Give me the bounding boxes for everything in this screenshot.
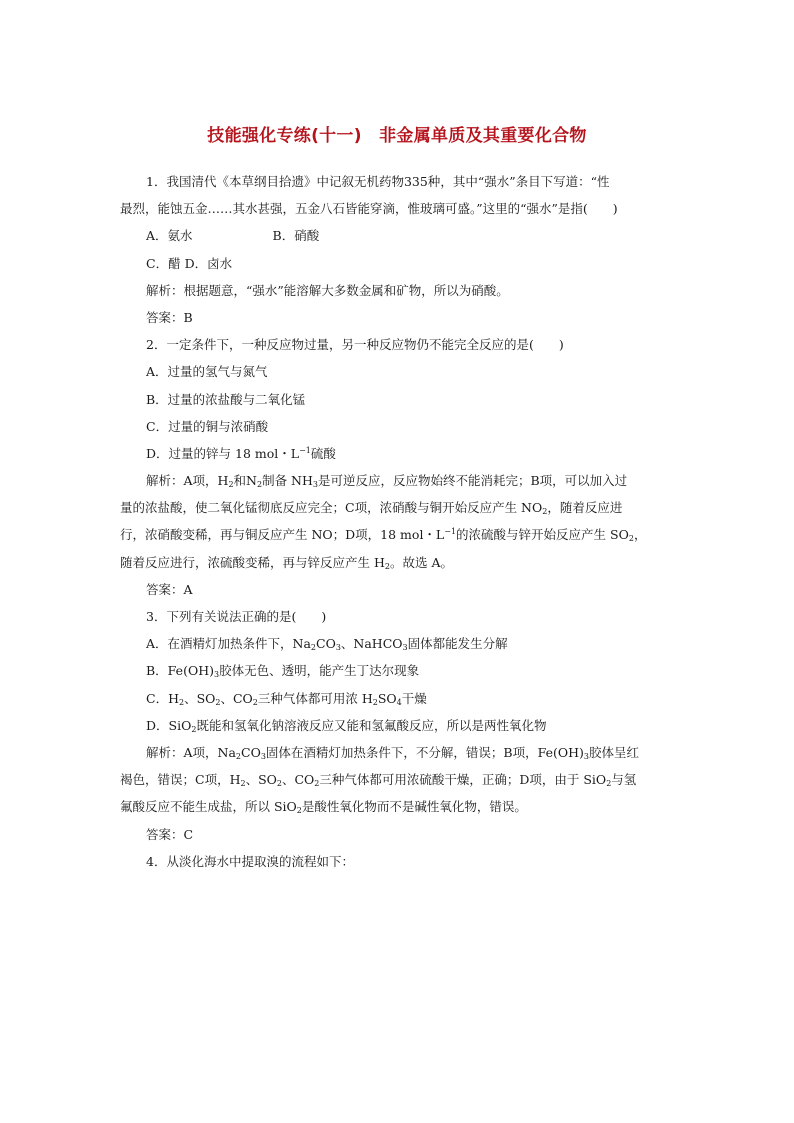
q2-option-d: D．过量的锌与 18 mol・$L^{-1}$硫酸 bbox=[146, 445, 336, 461]
q3-stem: 3．下列有关说法正确的是( ) bbox=[146, 609, 327, 624]
q1-analysis: 解析：根据题意，“强水”能溶解大多数金属和矿物，所以为硝酸。 bbox=[146, 282, 509, 298]
q4-stem: 4．从淡化海水中提取溴的流程如下： bbox=[146, 853, 354, 869]
q1-stem-line2: 最烈，能蚀五金……其水甚强，五金八石皆能穿滴，惟玻璃可盛。”这里的“强水”是指( ) bbox=[120, 201, 618, 217]
q1-answer: 答案：B bbox=[146, 309, 193, 325]
page-title: 技能强化专练(十一) 非金属单质及其重要化合物 bbox=[207, 126, 587, 146]
document-body bbox=[120, 168, 675, 875]
q2-option-c: C．过量的铜与浓硝酸 bbox=[146, 418, 269, 434]
q1-options-cd bbox=[120, 250, 675, 277]
q2-option-b: B．过量的浓盐酸与二氧化锰 bbox=[146, 391, 306, 407]
q2-analysis-line3: 行，浓硝酸变稀，再与铜反应产生 NO；D项，18 mol・$L^{-1}$的浓硫酸与锌开始反应产生 $SO_2$， bbox=[120, 527, 647, 544]
q1-options-ab bbox=[120, 222, 675, 249]
q3-option-a: A．在酒精灯加热条件下，$Na_2CO_3$、NaHCO$_3$固体都能发生分解 bbox=[146, 636, 508, 653]
q2-analysis-line1: 解析：A项，$H_2$和$N_2$制备 $NH_3$是可逆反应，反应物始终不能消耗完；B项，可以加入过 bbox=[146, 473, 628, 490]
q1-stem-line1: 1．我国清代《本草纲目拾遗》中记叙无机药物335种，其中“强水”条目下写道：“性 bbox=[146, 174, 610, 189]
q3-answer: 答案：C bbox=[146, 826, 194, 842]
q2-stem: 2．一定条件下，一种反应物过量，另一种反应物仍不能完全反应的是( ) bbox=[146, 337, 564, 353]
q3-option-d: D．SiO$_2$既能和氢氧化钠溶液反应又能和氢氟酸反应，所以是两性氧化物 bbox=[146, 717, 547, 734]
q1-option-c: C．醋 bbox=[146, 255, 181, 271]
q1-option-a: A．氨水 bbox=[146, 228, 193, 244]
q3-analysis-line2: 褐色，错误；C项，$H_2$、$SO_2$、$CO_2$三种气体都可用浓硫酸干燥，正确；D项，由于 SiO$_2$与氢 bbox=[120, 772, 637, 789]
q1-option-b: B．硝酸 bbox=[272, 228, 320, 244]
q3-option-c: C．$H_2$、$SO_2$、$CO_2$三种气体都可用浓 $H_2SO_4$干燥 bbox=[146, 690, 427, 707]
q3-analysis-line1: 解析：A项，$Na_2CO_3$固体在酒精灯加热条件下，不分解，错误；B项，$Fe(OH)_3$胶体呈红 bbox=[146, 744, 640, 761]
q2-option-a: A．过量的氢气与氮气 bbox=[146, 364, 268, 380]
q2-answer: 答案：A bbox=[146, 581, 193, 597]
q2-analysis-line2: 量的浓盐酸，使二氧化锰彻底反应完全；C项，浓硝酸与铜开始反应产生 $NO_2$，随着反应进 bbox=[120, 500, 623, 517]
q3-option-b: B．$Fe(OH)_3$胶体无色、透明，能产生丁达尔现象 bbox=[146, 663, 420, 680]
q2-analysis-line4: 随着反应进行，浓硫酸变稀，再与锌反应产生 $H_2$。故选 A。 bbox=[120, 554, 453, 571]
q1-option-d: D．卤水 bbox=[184, 255, 233, 271]
q3-analysis-line3: 氟酸反应不能生成盐，所以 SiO$_2$是酸性氧化物而不是碱性氧化物，错误。 bbox=[120, 799, 527, 816]
